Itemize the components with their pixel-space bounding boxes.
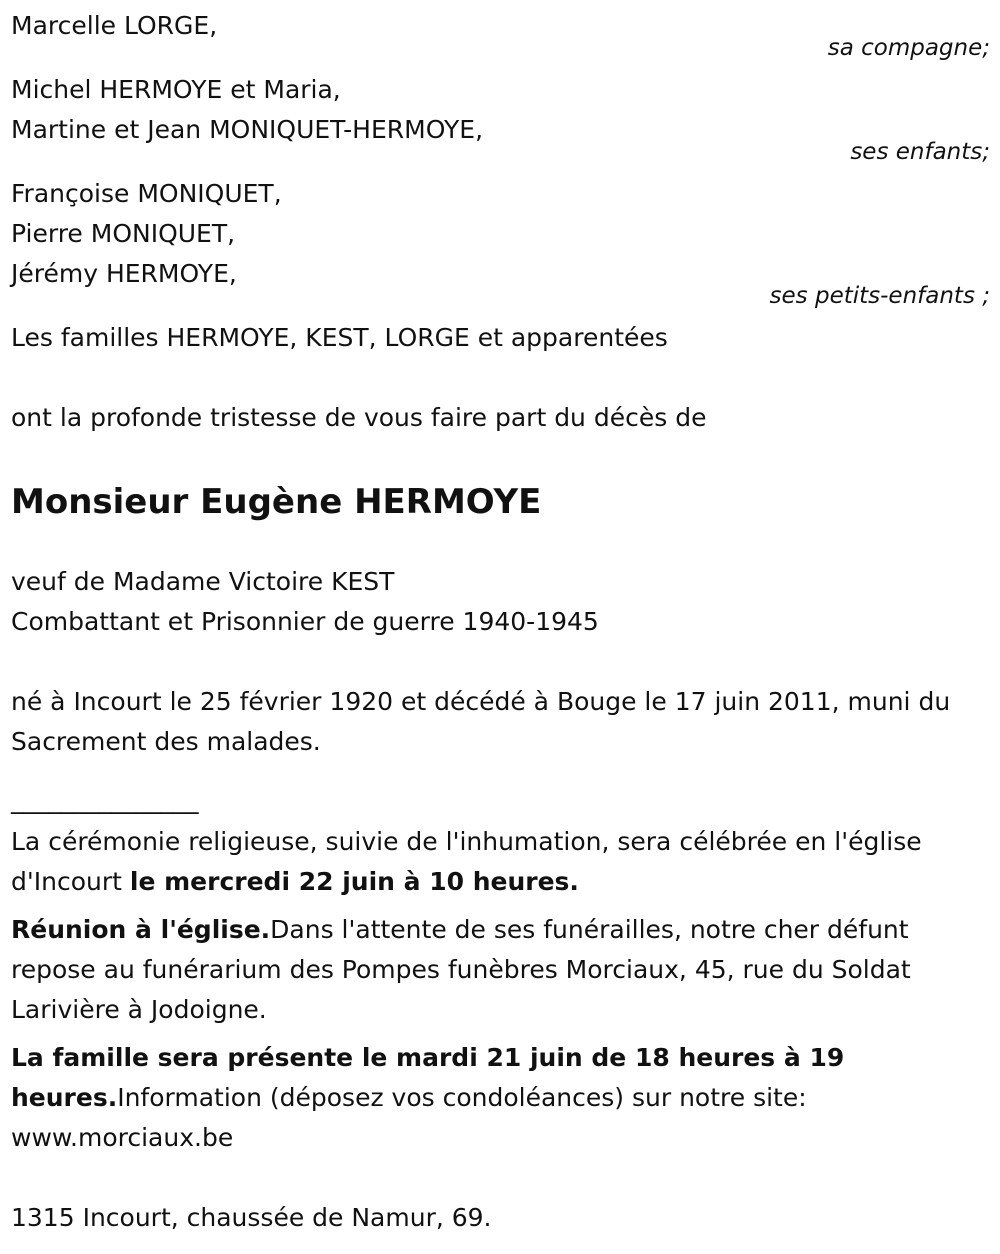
ceremony-date: le mercredi 22 juin à 10 heures. [129,867,579,896]
enfant-line: Martine et Jean MONIQUET-HERMOYE, [11,115,484,144]
familles-line: Les familles HERMOYE, KEST, LORGE et apparentées [11,323,668,352]
compagne-role: sa compagne; [827,35,990,61]
enfant-line: Michel HERMOYE et Maria, [11,75,341,104]
compagne-group [11,6,991,60]
compagne-name: Marcelle LORGE, [11,11,218,40]
birth-death-text: né à Incourt le 25 février 1920 et décédé à Bouge le 17 juin 2011, muni du Sacrement des malades. [11,687,951,756]
deceased-name: Monsieur Eugène HERMOYE [11,482,542,522]
petits-enfants-role: ses petits-enfants ; [769,283,990,309]
visit-info-text: Information (déposez vos condoléances) sur notre site: www.morciaux.be [11,1083,807,1152]
reunion-text: Dans l'attente de ses funérailles, notre cher défunt repose au funérarium des Pompes funèbres Morciaux, 45, rue du Soldat Larivière à Jodoigne. [11,915,911,1024]
separator-line: _______________ [11,785,199,814]
visit-schedule: La famille sera présente le mardi 21 juin de 18 heures à 19 heures. [11,1043,845,1112]
obituary-notice [11,6,991,1238]
petit-enfant-line: Françoise MONIQUET, [11,179,282,208]
deceased-title: Combattant et Prisonnier de guerre 1940-1945 [11,607,599,636]
reunion-paragraph [11,910,986,1030]
address-line: 1315 Incourt, chaussée de Namur, 69. [11,1203,492,1232]
deceased-spouse: veuf de Madame Victoire KEST [11,567,395,596]
visit-paragraph [11,1038,871,1158]
petit-enfant-line: Jérémy HERMOYE, [11,259,237,288]
enfants-role: ses enfants; [850,139,990,165]
ceremony-paragraph [11,822,986,902]
petits-enfants-group [11,174,991,308]
announcement-text: ont la profonde tristesse de vous faire part du décès de [11,403,707,432]
enfants-group [11,70,991,164]
ceremony-text: La cérémonie religieuse, suivie de l'inhumation, sera célébrée en l'église d'Incourt [11,827,922,896]
petit-enfant-line: Pierre MONIQUET, [11,219,236,248]
reunion-heading: Réunion à l'église. [11,915,271,944]
